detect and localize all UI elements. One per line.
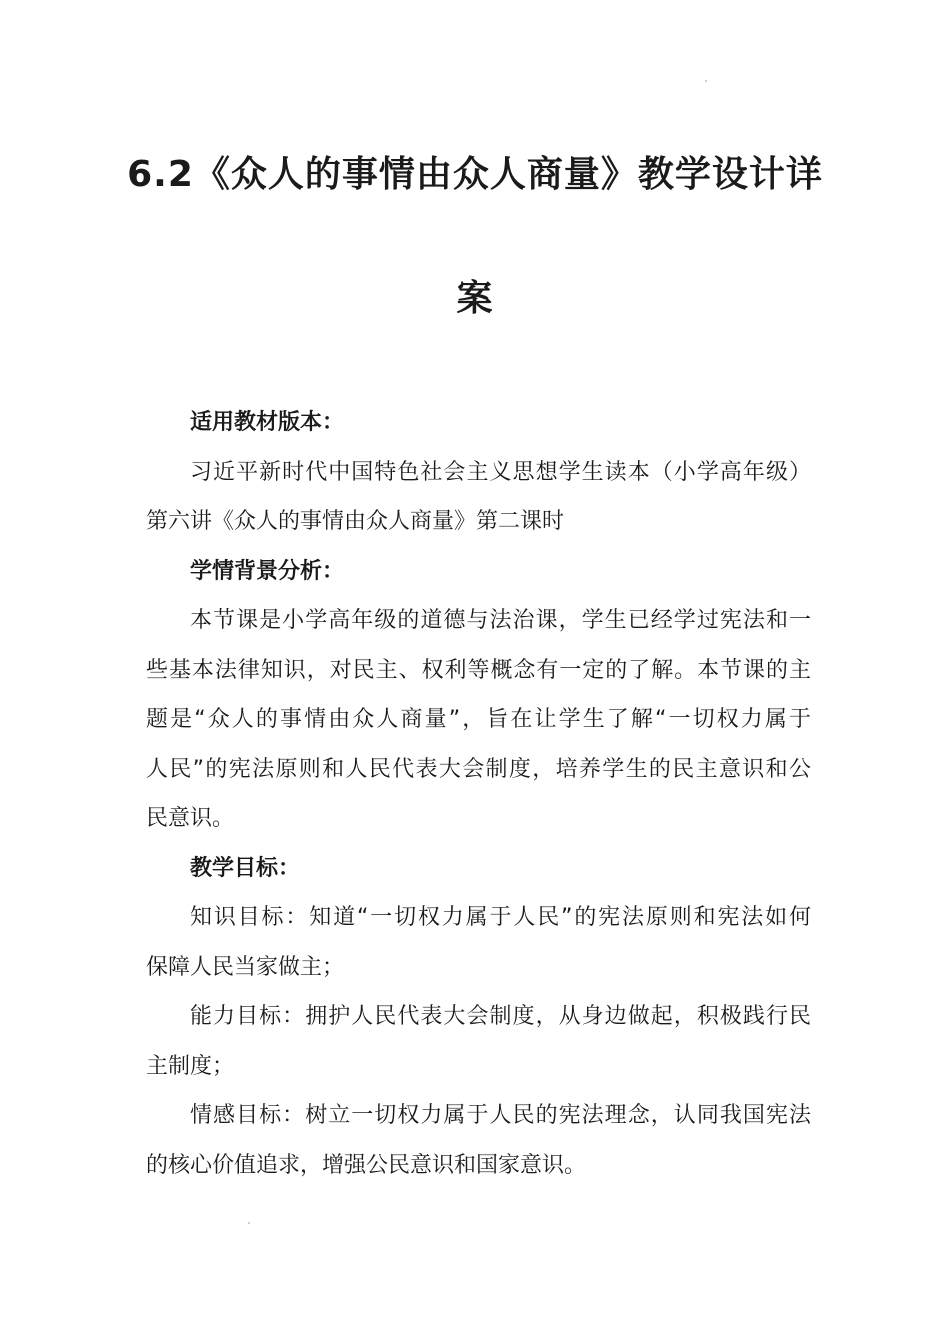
ability-goal-text: 主制度；	[146, 1053, 235, 1079]
student-background-text: 人民”的宪法原则和人民代表大会制度，培养学生的民主意识和公	[146, 756, 811, 782]
emotion-goal-text: 的核心价值追求，增强公民意识和国家意识。	[146, 1152, 587, 1178]
emotion-goal-text: 情感目标：树立一切权力属于人民的宪法理念，认同我国宪法	[190, 1103, 811, 1128]
student-background-text: 些基本法律知识，对民主、权利等概念有一定的了解。本节课的主	[146, 657, 811, 683]
document-title-line-2: 案	[456, 278, 494, 319]
knowledge-goal-text: 知识目标：知道“一切权力属于人民”的宪法原则和宪法如何	[190, 905, 811, 930]
ability-goal-text: 能力目标：拥护人民代表大会制度，从身边做起，积极践行民	[190, 1004, 811, 1029]
document-body	[146, 398, 811, 1190]
scan-speck	[705, 80, 707, 82]
student-background-text: 民意识。	[146, 806, 235, 831]
teaching-goals-heading: 教学目标：	[190, 855, 301, 881]
knowledge-goal-text: 保障人民当家做主；	[146, 954, 345, 980]
student-background-heading: 学情背景分析：	[190, 558, 345, 584]
scan-speck	[248, 1222, 250, 1224]
student-background-text: 题是“众人的事情由众人商量”，旨在让学生了解“一切权力属于	[146, 707, 811, 732]
textbook-version-text: 习近平新时代中国特色社会主义思想学生读本（小学高年级）	[190, 459, 811, 485]
student-background-text: 本节课是小学高年级的道德与法治课，学生已经学过宪法和一	[190, 608, 811, 633]
document-title-line-1: 6.2《众人的事情由众人商量》教学设计详	[127, 154, 823, 195]
textbook-version-text: 第六讲《众人的事情由众人商量》第二课时	[146, 509, 565, 534]
textbook-version-heading: 适用教材版本：	[190, 410, 345, 435]
